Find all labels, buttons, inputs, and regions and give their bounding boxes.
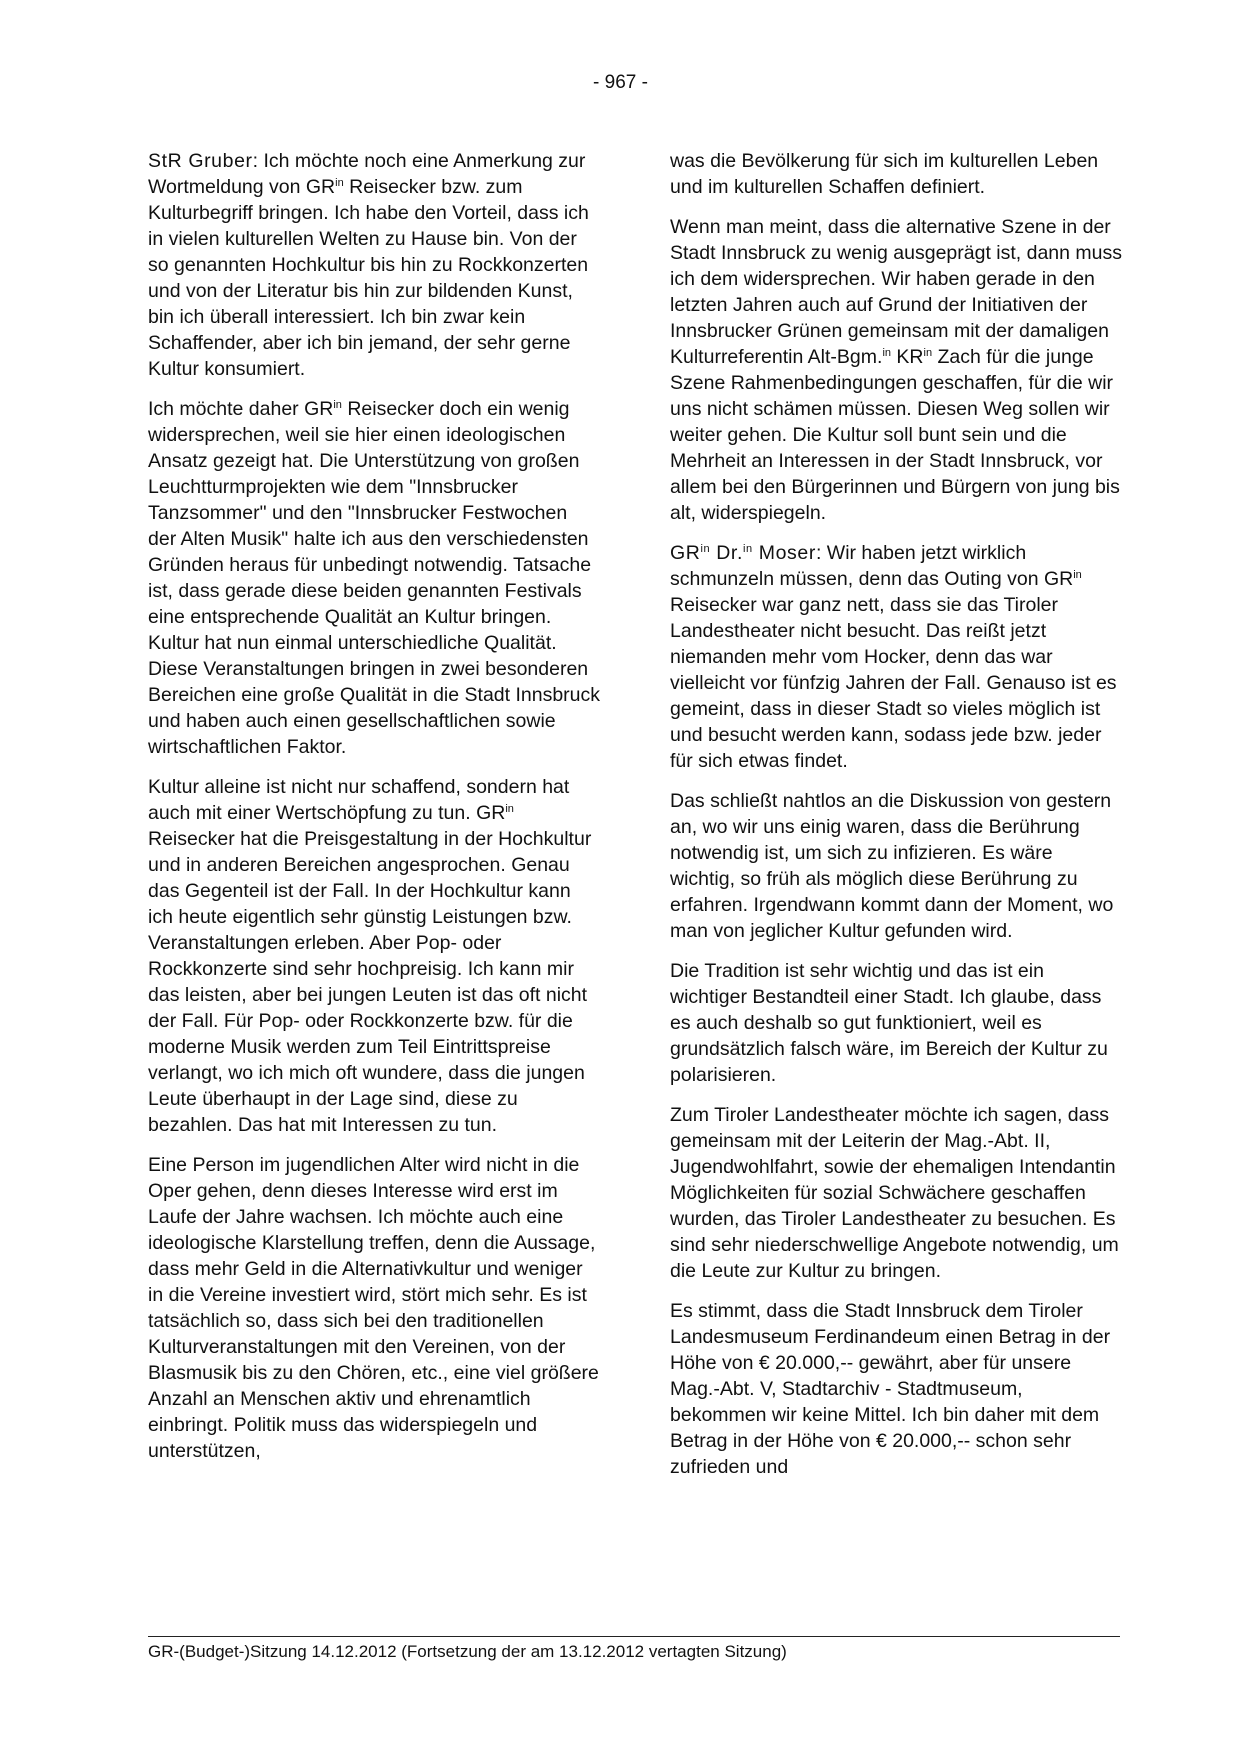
paragraph: Das schließt nahtlos an die Diskussion von gestern an, wo wir uns einig waren, dass die Berührung notwendig ist, um sich zu infizieren. Es wäre wichtig, so früh als möglich diese Berührung zu erfahren. Irgendwann kommt dann der Moment, wo man von jeglicher Kultur gefunden wird. bbox=[670, 790, 1114, 942]
paragraph: was die Bevölkerung für sich im kulturellen Leben und im kulturellen Schaffen definiert. bbox=[670, 150, 1099, 198]
paragraph: Die Tradition ist sehr wichtig und das ist ein wichtiger Bestandteil einer Stadt. Ich glaube, dass es auch deshalb so gut funktioniert, weil es grundsätzlich falsch wäre, im Bereich der Kultur zu polarisieren. bbox=[670, 960, 1108, 1086]
speaker-name: $GR^{in}$ Dr.$^{in}$ Moser bbox=[670, 542, 816, 564]
page-footer: GR-(Budget-)Sitzung 14.12.2012 (Fortsetzung der am 13.12.2012 vertagten Sitzung) bbox=[148, 1642, 787, 1661]
right-column bbox=[670, 148, 1122, 1494]
page-number: - 967 - bbox=[593, 72, 648, 93]
paragraph: Eine Person im jugendlichen Alter wird nicht in die Oper gehen, denn dieses Interesse wird erst im Laufe der Jahre wachsen. Ich möchte auch eine ideologische Klarstellung treffen, denn die Aussage, dass mehr Geld in die Alternativkultur und weniger in die Vereine investiert wird, stört mich sehr. Es ist tatsächlich so, dass sich bei den traditionellen Kulturveranstaltungen mit den Vereinen, von der Blasmusik bis zu den Chören, etc., eine viel größere Anzahl an Menschen aktiv und ehrenamtlich einbringt. Politik muss das widerspiegeln und unterstützen, bbox=[148, 1154, 599, 1462]
paragraph: Ich möchte daher $GR^{in}$ Reisecker doch ein wenig widersprechen, weil sie hier einen ideologischen Ansatz gezeigt hat. Die Unterstützung von großen Leuchtturmprojekten wie dem "Innsbrucker Tanzsommer" und den "Innsbrucker Festwochen der Alten Musik" halte ich aus den verschiedensten Gründen heraus für unbedingt notwendig. Tatsache ist, dass gerade diese beiden genannten Festivals eine entsprechende Qualität an Kultur bringen. Kultur hat nun einmal unterschiedliche Qualität. Diese Veranstaltungen bringen in zwei besonderen Bereichen eine große Qualität in die Stadt Innsbruck und haben auch einen gesellschaftlichen sowie wirtschaftlichen Faktor. bbox=[148, 398, 601, 758]
left-column bbox=[148, 148, 600, 1478]
footer-divider bbox=[148, 1636, 1120, 1637]
paragraph: Zum Tiroler Landestheater möchte ich sagen, dass gemeinsam mit der Leiterin der Mag.-Abt. II, Jugendwohlfahrt, sowie der ehemaligen Intendantin Möglichkeiten für sozial Schwächere geschaffen wurden, das Tiroler Landestheater zu besuchen. Es sind sehr niederschwellige Angebote notwendig, um die Leute zur Kultur zu bringen. bbox=[670, 1104, 1119, 1282]
speaker-name: StR Gruber bbox=[148, 150, 253, 172]
paragraph: Kultur alleine ist nicht nur schaffend, sondern hat auch mit einer Wertschöpfung zu tun. $GR^{in}$ Reisecker hat die Preisgestaltung in der Hochkultur und in anderen Bereichen angesprochen. Genau das Gegenteil ist der Fall. In der Hochkultur kann ich heute eigentlich sehr günstig Leistungen bzw. Veranstaltungen erleben. Aber Pop- oder Rockkonzerte sind sehr hochpreisig. Ich kann mir das leisten, aber bei jungen Leuten ist das oft nicht der Fall. Für Pop- oder Rockkonzerte bzw. für die moderne Musik werden zum Teil Eintrittspreise verlangt, wo ich mich oft wundere, dass die jungen Leute überhaupt in der Lage sind, diese zu bezahlen. Das hat mit Interessen zu tun. bbox=[148, 776, 592, 1136]
paragraph: Es stimmt, dass die Stadt Innsbruck dem Tiroler Landesmuseum Ferdinandeum einen Betrag in der Höhe von € 20.000,-- gewährt, aber für unsere Mag.-Abt. V, Stadtarchiv - Stadtmuseum, bekommen wir keine Mittel. Ich bin daher mit dem Betrag in der Höhe von € 20.000,-- schon sehr zufrieden und bbox=[670, 1300, 1111, 1478]
paragraph-moser-intro: $GR^{in}$ Dr.$^{in}$ Moser: Wir haben jetzt wirklich schmunzeln müssen, denn das Outing von $GR^{in}$ Reisecker war ganz nett, dass sie das Tiroler Landestheater nicht besucht. Das reißt jetzt niemanden mehr vom Hocker, denn das war vielleicht vor fünfzig Jahren der Fall. Genauso ist es gemeint, dass in dieser Stadt so vieles möglich ist und besucht werden kann, sodass jede bzw. jeder für sich etwas findet. bbox=[670, 542, 1117, 772]
paragraph-gruber-intro: StR Gruber: Ich möchte noch eine Anmerkung zur Wortmeldung von $GR^{in}$ Reisecker bzw. zum Kulturbegriff bringen. Ich habe den Vorteil, dass ich in vielen kulturellen Welten zu Hause bin. Von der so genannten Hochkultur bis hin zu Rockkonzerten und von der Literatur bis hin zur bildenden Kunst, bin ich überall interessiert. Ich bin zwar kein Schaffender, aber ich bin jemand, der sehr gerne Kultur konsumiert. bbox=[148, 150, 589, 380]
paragraph: Wenn man meint, dass die alternative Szene in der Stadt Innsbruck zu wenig ausgeprägt ist, dann muss ich dem widersprechen. Wir haben gerade in den letzten Jahren auch auf Grund der Initiativen der Innsbrucker Grünen gemeinsam mit der damaligen Kulturreferentin Alt-Bgm.$^{in}$ $KR^{in}$ Zach für die junge Szene Rahmenbedingungen geschaffen, für die wir uns nicht schämen müssen. Diesen Weg sollen wir weiter gehen. Die Kultur soll bunt sein und die Mehrheit an Interessen in der Stadt Innsbruck, vor allem bei den Bürgerinnen und Bürgern von jung bis alt, widerspiegeln. bbox=[670, 216, 1123, 524]
